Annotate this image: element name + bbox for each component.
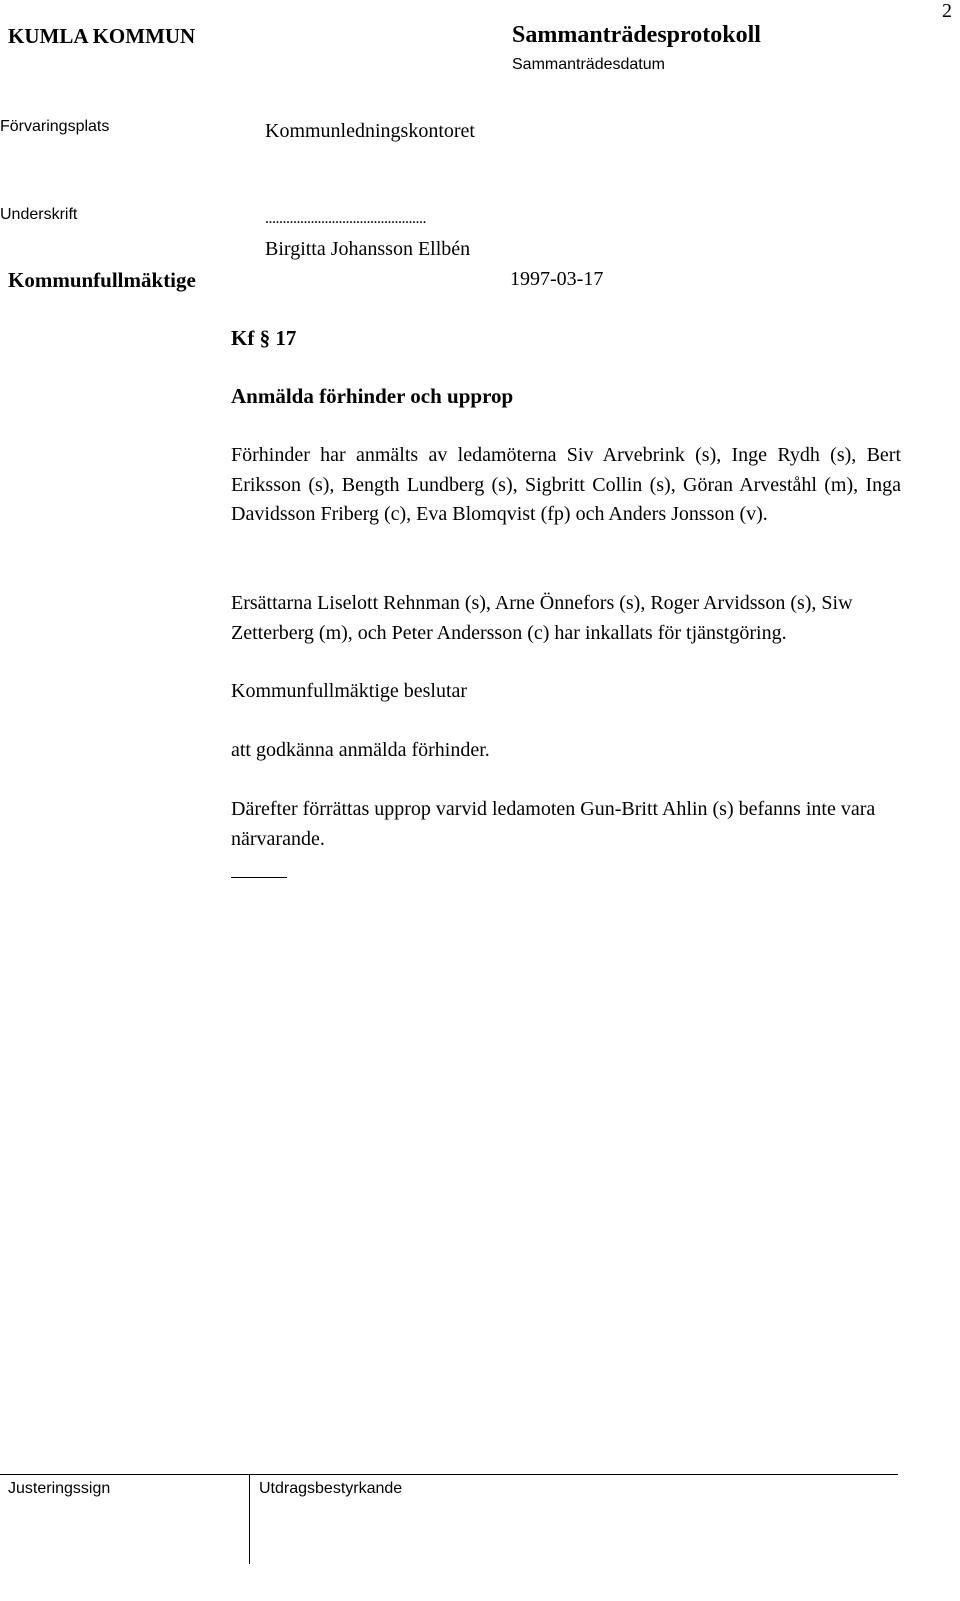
section-end-rule bbox=[231, 877, 287, 878]
document-title: Sammanträdesprotokoll bbox=[512, 22, 761, 48]
substitutes-paragraph: Ersättarna Liselott Rehnman (s), Arne Önnefors (s), Roger Arvidsson (s), Siw Zetterberg (m), och Peter Andersson (c) har inkallats för tjänstgöring. bbox=[231, 592, 853, 644]
footer-utdrag-label: Utdragsbestyrkande bbox=[259, 1480, 403, 1497]
section-heading: Anmälda förhinder och upprop bbox=[231, 384, 514, 408]
storage-value: Kommunledningskontoret bbox=[265, 120, 475, 142]
footer-divider bbox=[249, 1474, 250, 1564]
page-number: 2 bbox=[942, 0, 952, 22]
decision-intro: Kommunfullmäktige beslutar bbox=[231, 680, 468, 702]
meeting-date: 1997-03-17 bbox=[510, 268, 604, 290]
footer-rule bbox=[0, 1474, 898, 1475]
footer-justering-label: Justeringssign bbox=[8, 1480, 111, 1497]
signature-label: Underskrift bbox=[0, 206, 78, 223]
governing-body: Kommunfullmäktige bbox=[8, 268, 196, 292]
meeting-date-label: Sammanträdesdatum bbox=[512, 56, 665, 73]
signature-line: .............................................. bbox=[265, 210, 426, 227]
absences-paragraph: Förhinder har anmälts av ledamöterna Siv Arvebrink (s), Inge Rydh (s), Bert Eriksson (s), Bength Lundberg (s), Sigbritt Collin (s), Göran Arveståhl (m), Inga Davidsson Friberg (c), Eva Blomqvist (fp) och Anders Jonsson (v). bbox=[231, 444, 901, 525]
section-number: Kf § 17 bbox=[231, 326, 297, 350]
decision-text: att godkänna anmälda förhinder. bbox=[231, 739, 490, 761]
signatory-name: Birgitta Johansson Ellbén bbox=[265, 238, 471, 260]
rollcall-paragraph: Därefter förrättas upprop varvid ledamoten Gun-Britt Ahlin (s) befanns inte vara närvarande. bbox=[231, 798, 876, 850]
municipality-name: KUMLA KOMMUN bbox=[8, 24, 196, 48]
storage-label: Förvaringsplats bbox=[0, 118, 110, 135]
